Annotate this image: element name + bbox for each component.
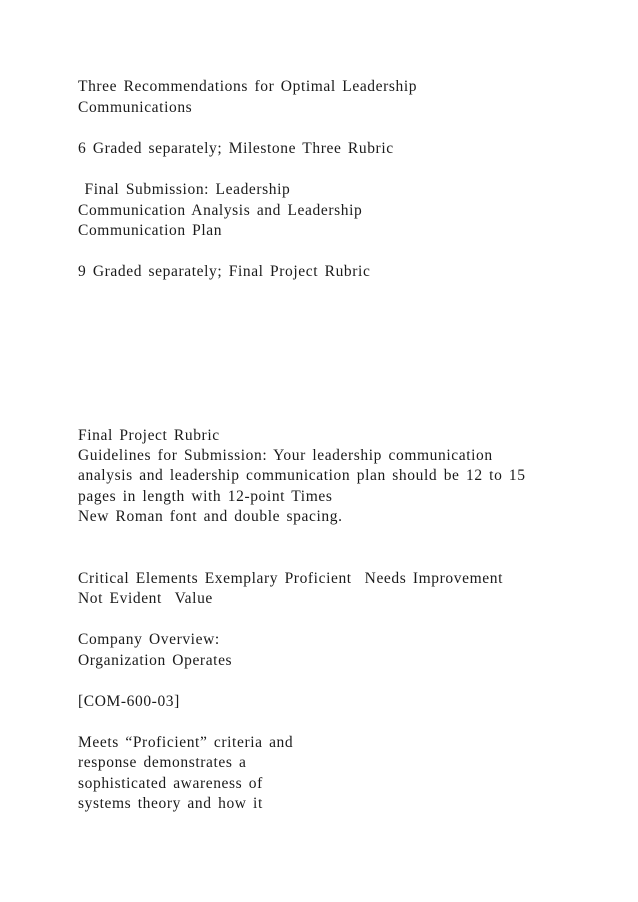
milestone-three-grading-note: 6 Graded separately; Milestone Three Rubric xyxy=(78,140,394,157)
exemplary-criteria-line-1: Meets “Proficient” criteria and xyxy=(78,734,294,751)
exemplary-criteria-line-2: response demonstrates a xyxy=(78,754,247,771)
exemplary-criteria-line-3: sophisticated awareness of xyxy=(78,775,263,792)
recommendations-heading-line-2: Communications xyxy=(78,99,193,116)
guidelines-line-2: analysis and leadership communication plan should be 12 to 15 xyxy=(78,467,526,484)
final-submission-line-1: Final Submission: Leadership xyxy=(78,181,291,198)
guidelines-line-3: pages in length with 12-point Times xyxy=(78,488,333,505)
final-project-rubric-heading: Final Project Rubric xyxy=(78,427,220,444)
final-submission-line-2: Communication Analysis and Leadership xyxy=(78,202,363,219)
final-project-grading-note: 9 Graded separately; Final Project Rubric xyxy=(78,263,371,280)
guidelines-line-4: New Roman font and double spacing. xyxy=(78,508,343,525)
rubric-columns-line-1: Critical Elements Exemplary Proficient Needs Improvement xyxy=(78,570,503,587)
final-submission-line-3: Communication Plan xyxy=(78,222,223,239)
company-overview-line-2: Organization Operates xyxy=(78,652,233,669)
guidelines-line-1: Guidelines for Submission: Your leadership communication xyxy=(78,447,493,464)
exemplary-criteria-line-4: systems theory and how it xyxy=(78,795,263,812)
rubric-columns-line-2: Not Evident Value xyxy=(78,590,213,607)
recommendations-heading-line-1: Three Recommendations for Optimal Leadership xyxy=(78,78,418,95)
company-overview-line-1: Company Overview: xyxy=(78,631,220,648)
course-code: [COM-600-03] xyxy=(78,693,180,710)
